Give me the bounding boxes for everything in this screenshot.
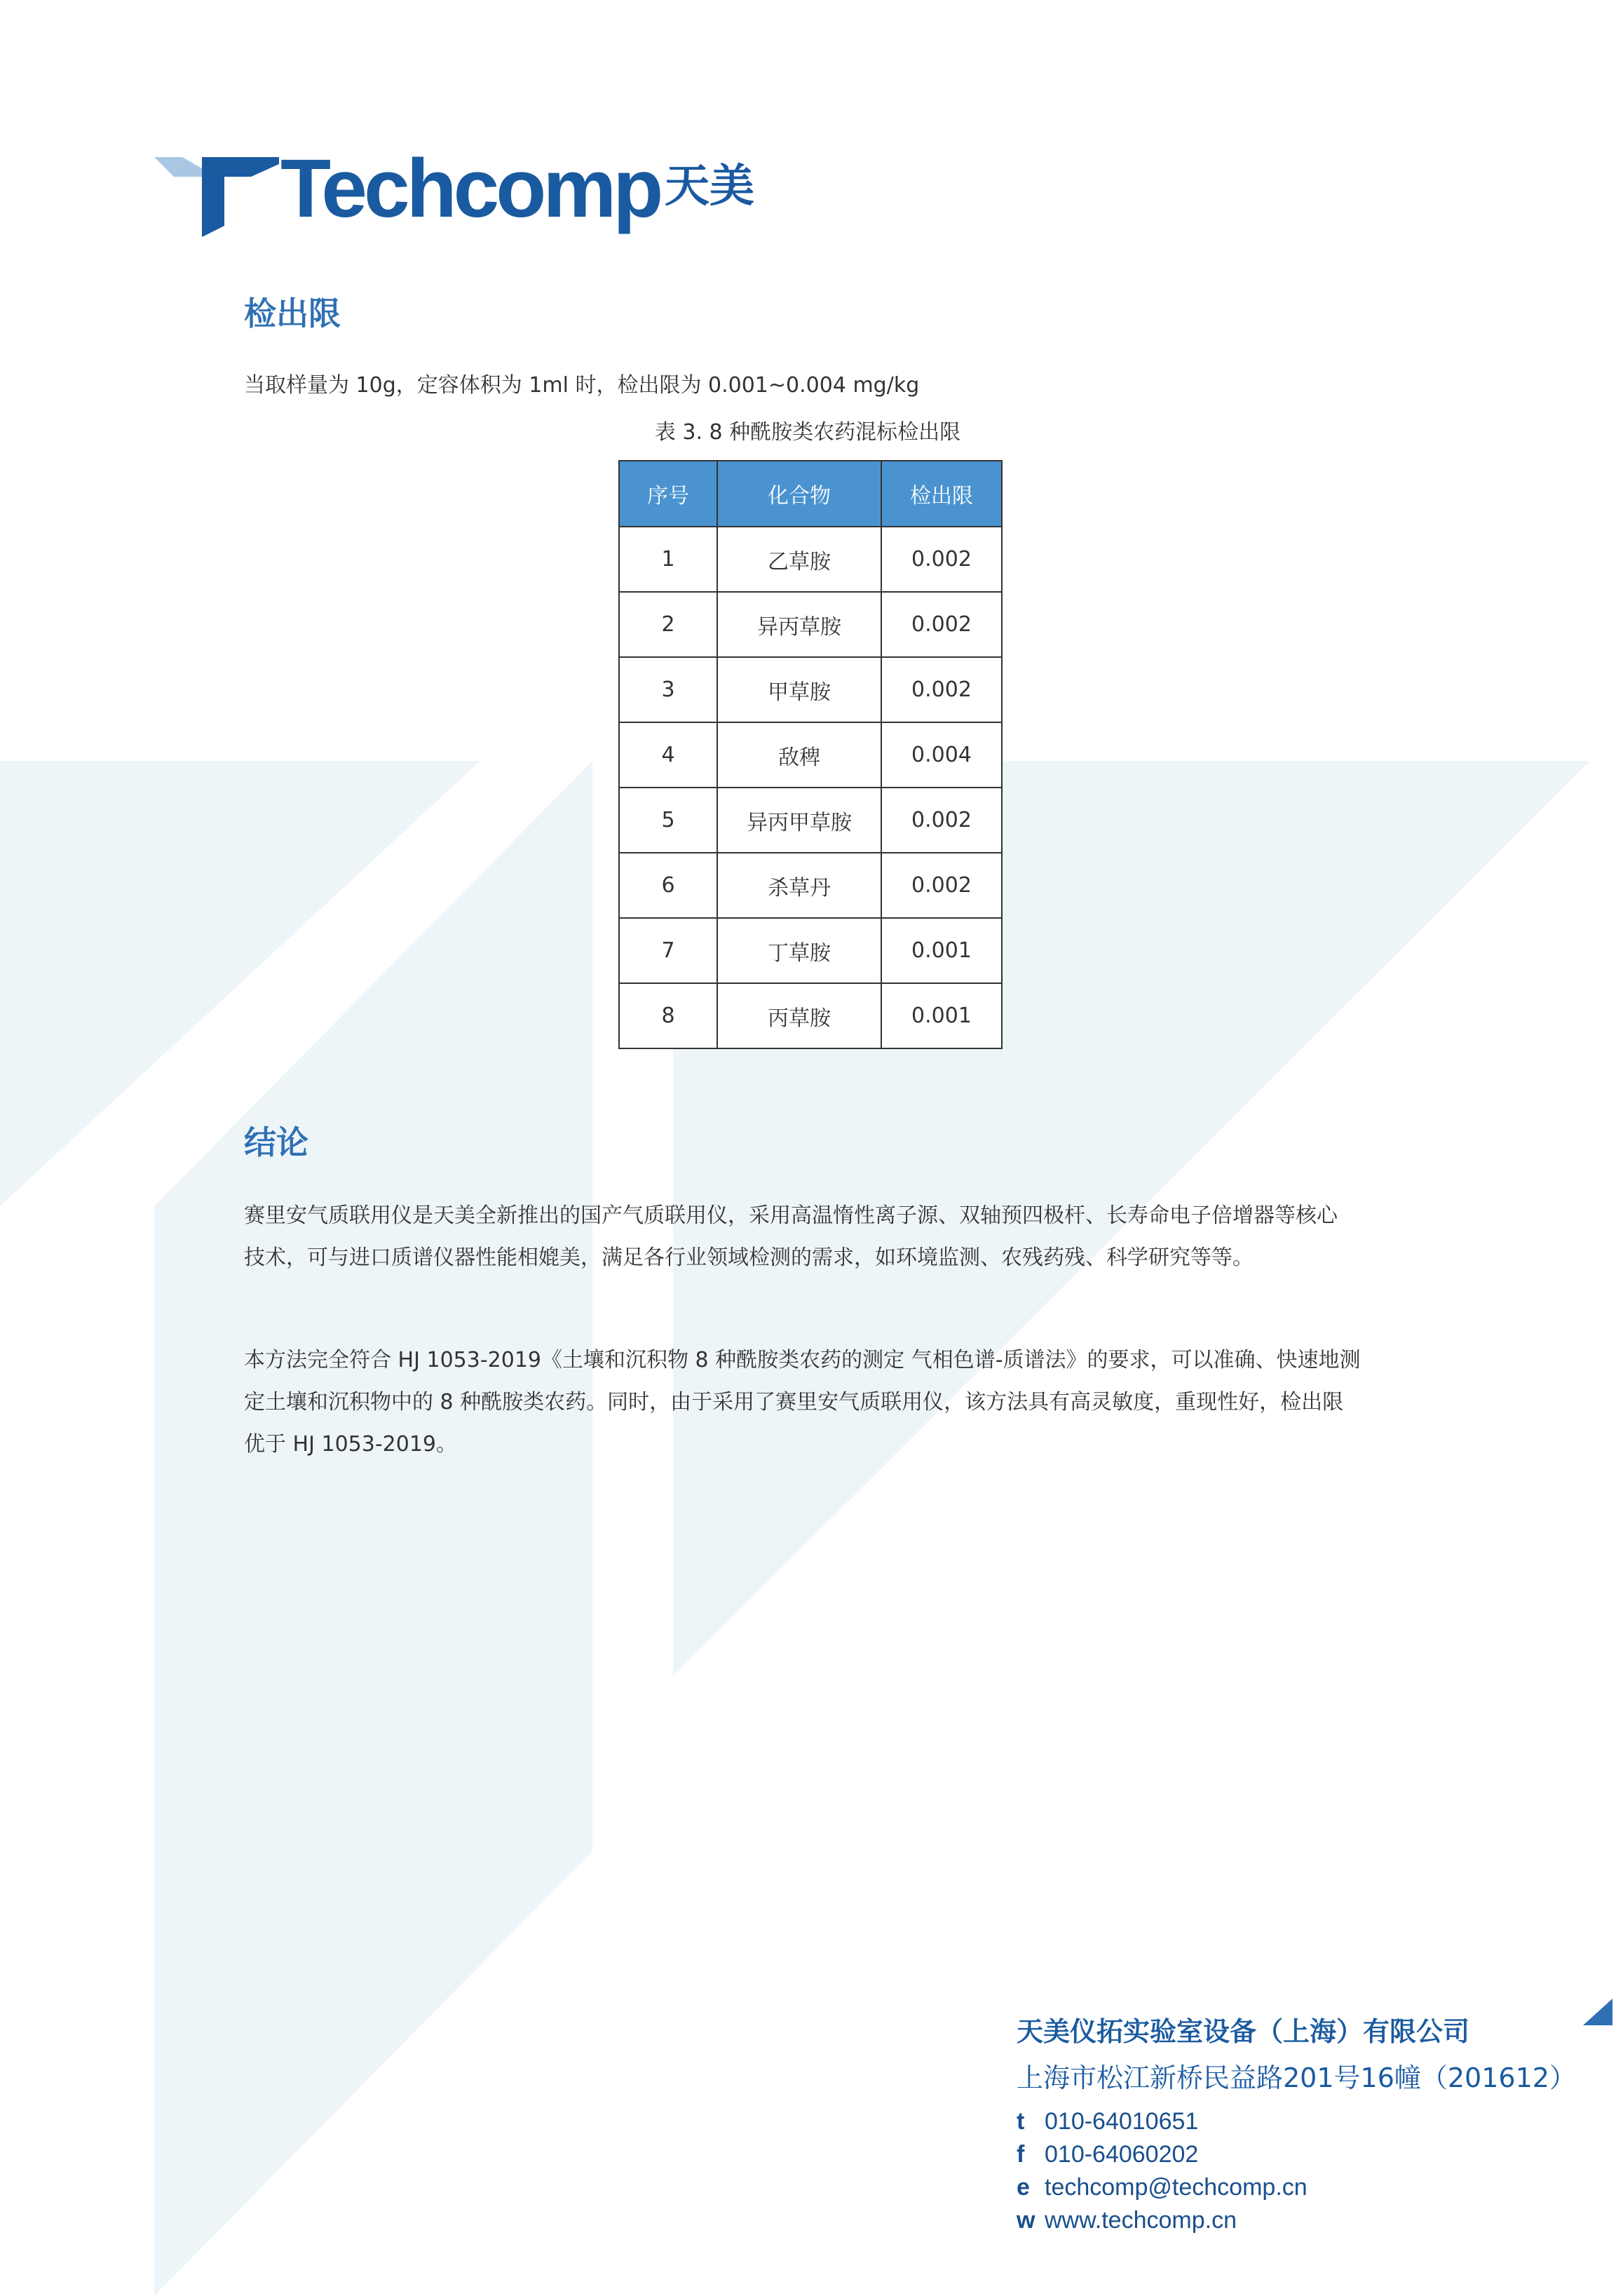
cell-index: 3 (619, 657, 717, 722)
fax-number: 010-64060202 (1045, 2141, 1199, 2168)
detection-limit-table (618, 460, 1003, 1049)
cell-compound: 丙草胺 (717, 983, 881, 1048)
cell-limit: 0.004 (881, 722, 1002, 788)
table-row (619, 853, 1002, 918)
web-label: w (1017, 2207, 1035, 2234)
conclusion-paragraph-2 (244, 1339, 1380, 1466)
table-row (619, 592, 1002, 657)
cell-compound: 乙草胺 (717, 527, 881, 592)
cell-index: 5 (619, 788, 717, 853)
cell-limit: 0.002 (881, 788, 1002, 853)
table-row (619, 722, 1002, 788)
table-row (619, 918, 1002, 983)
table-caption: 表 3. 8 种酰胺类农药混标检出限 (654, 420, 961, 445)
column-header-limit: 检出限 (881, 461, 1002, 527)
cell-index: 8 (619, 983, 717, 1048)
logo-mark-icon (154, 149, 280, 240)
conclusion-heading: 结论 (244, 1123, 308, 1161)
phone-label: t (1017, 2108, 1025, 2135)
paragraph-line: 定土壤和沉积物中的 8 种酰胺类农药。同时，由于采用了赛里安气质联用仪，该方法具有高灵敏度，重现性好，检出限 (244, 1390, 1344, 1414)
logo-word: Techcomp (280, 142, 660, 235)
cell-index: 4 (619, 722, 717, 788)
footer-email (1017, 2174, 1308, 2201)
cell-index: 1 (619, 527, 717, 592)
footer-company-name: 天美仪拓实验室设备（上海）有限公司 (1017, 2016, 1470, 2047)
detection-limit-heading: 检出限 (244, 295, 341, 332)
cell-compound: 丁草胺 (717, 918, 881, 983)
paragraph-line: 赛里安气质联用仪是天美全新推出的国产气质联用仪，采用高温惰性离子源、双轴预四极杆、长寿命电子倍增器等核心 (244, 1203, 1338, 1228)
cell-compound: 异丙甲草胺 (717, 788, 881, 853)
cell-compound: 甲草胺 (717, 657, 881, 722)
cell-index: 7 (619, 918, 717, 983)
footer-phone (1017, 2108, 1198, 2135)
phone-number: 010-64010651 (1045, 2108, 1199, 2135)
cell-compound: 异丙草胺 (717, 592, 881, 657)
table-row (619, 983, 1002, 1048)
conclusion-paragraph-1 (244, 1195, 1380, 1279)
cell-limit: 0.002 (881, 592, 1002, 657)
cell-limit: 0.002 (881, 853, 1002, 918)
website-link[interactable]: www.techcomp.cn (1045, 2207, 1237, 2234)
column-header-index: 序号 (619, 461, 717, 527)
cell-index: 2 (619, 592, 717, 657)
paragraph-line: 技术，可与进口质谱仪器性能相媲美，满足各行业领域检测的需求，如环境监测、农残药残、科学研究等等。 (244, 1245, 1254, 1270)
cell-limit: 0.002 (881, 527, 1002, 592)
logo-chinese-name: 天美 (665, 161, 754, 212)
paragraph-line: 优于 HJ 1053-2019。 (244, 1432, 457, 1457)
cell-compound: 敌稗 (717, 722, 881, 788)
email-address[interactable]: techcomp@techcomp.cn (1045, 2174, 1308, 2201)
cell-limit: 0.002 (881, 657, 1002, 722)
email-label: e (1017, 2174, 1030, 2201)
column-header-compound: 化合物 (717, 461, 881, 527)
cell-compound: 杀草丹 (717, 853, 881, 918)
table-header-row (619, 461, 1002, 527)
footer-fax (1017, 2141, 1198, 2168)
paragraph-line: 本方法完全符合 HJ 1053-2019《土壤和沉积物 8 种酰胺类农药的测定 气相色谱-质谱法》的要求，可以准确、快速地测 (244, 1348, 1361, 1372)
cell-limit: 0.001 (881, 918, 1002, 983)
cell-limit: 0.001 (881, 983, 1002, 1048)
footer-address: 上海市松江新桥民益路201号16幢（201612） (1017, 2062, 1576, 2093)
fax-label: f (1017, 2141, 1025, 2168)
table-row (619, 788, 1002, 853)
techcomp-logo (154, 142, 754, 243)
detection-limit-intro: 当取样量为 10g，定容体积为 1ml 时，检出限为 0.001~0.004 mg/kg (244, 373, 920, 398)
cell-index: 6 (619, 853, 717, 918)
table-row (619, 657, 1002, 722)
table-row (619, 527, 1002, 592)
footer-website (1017, 2207, 1237, 2234)
